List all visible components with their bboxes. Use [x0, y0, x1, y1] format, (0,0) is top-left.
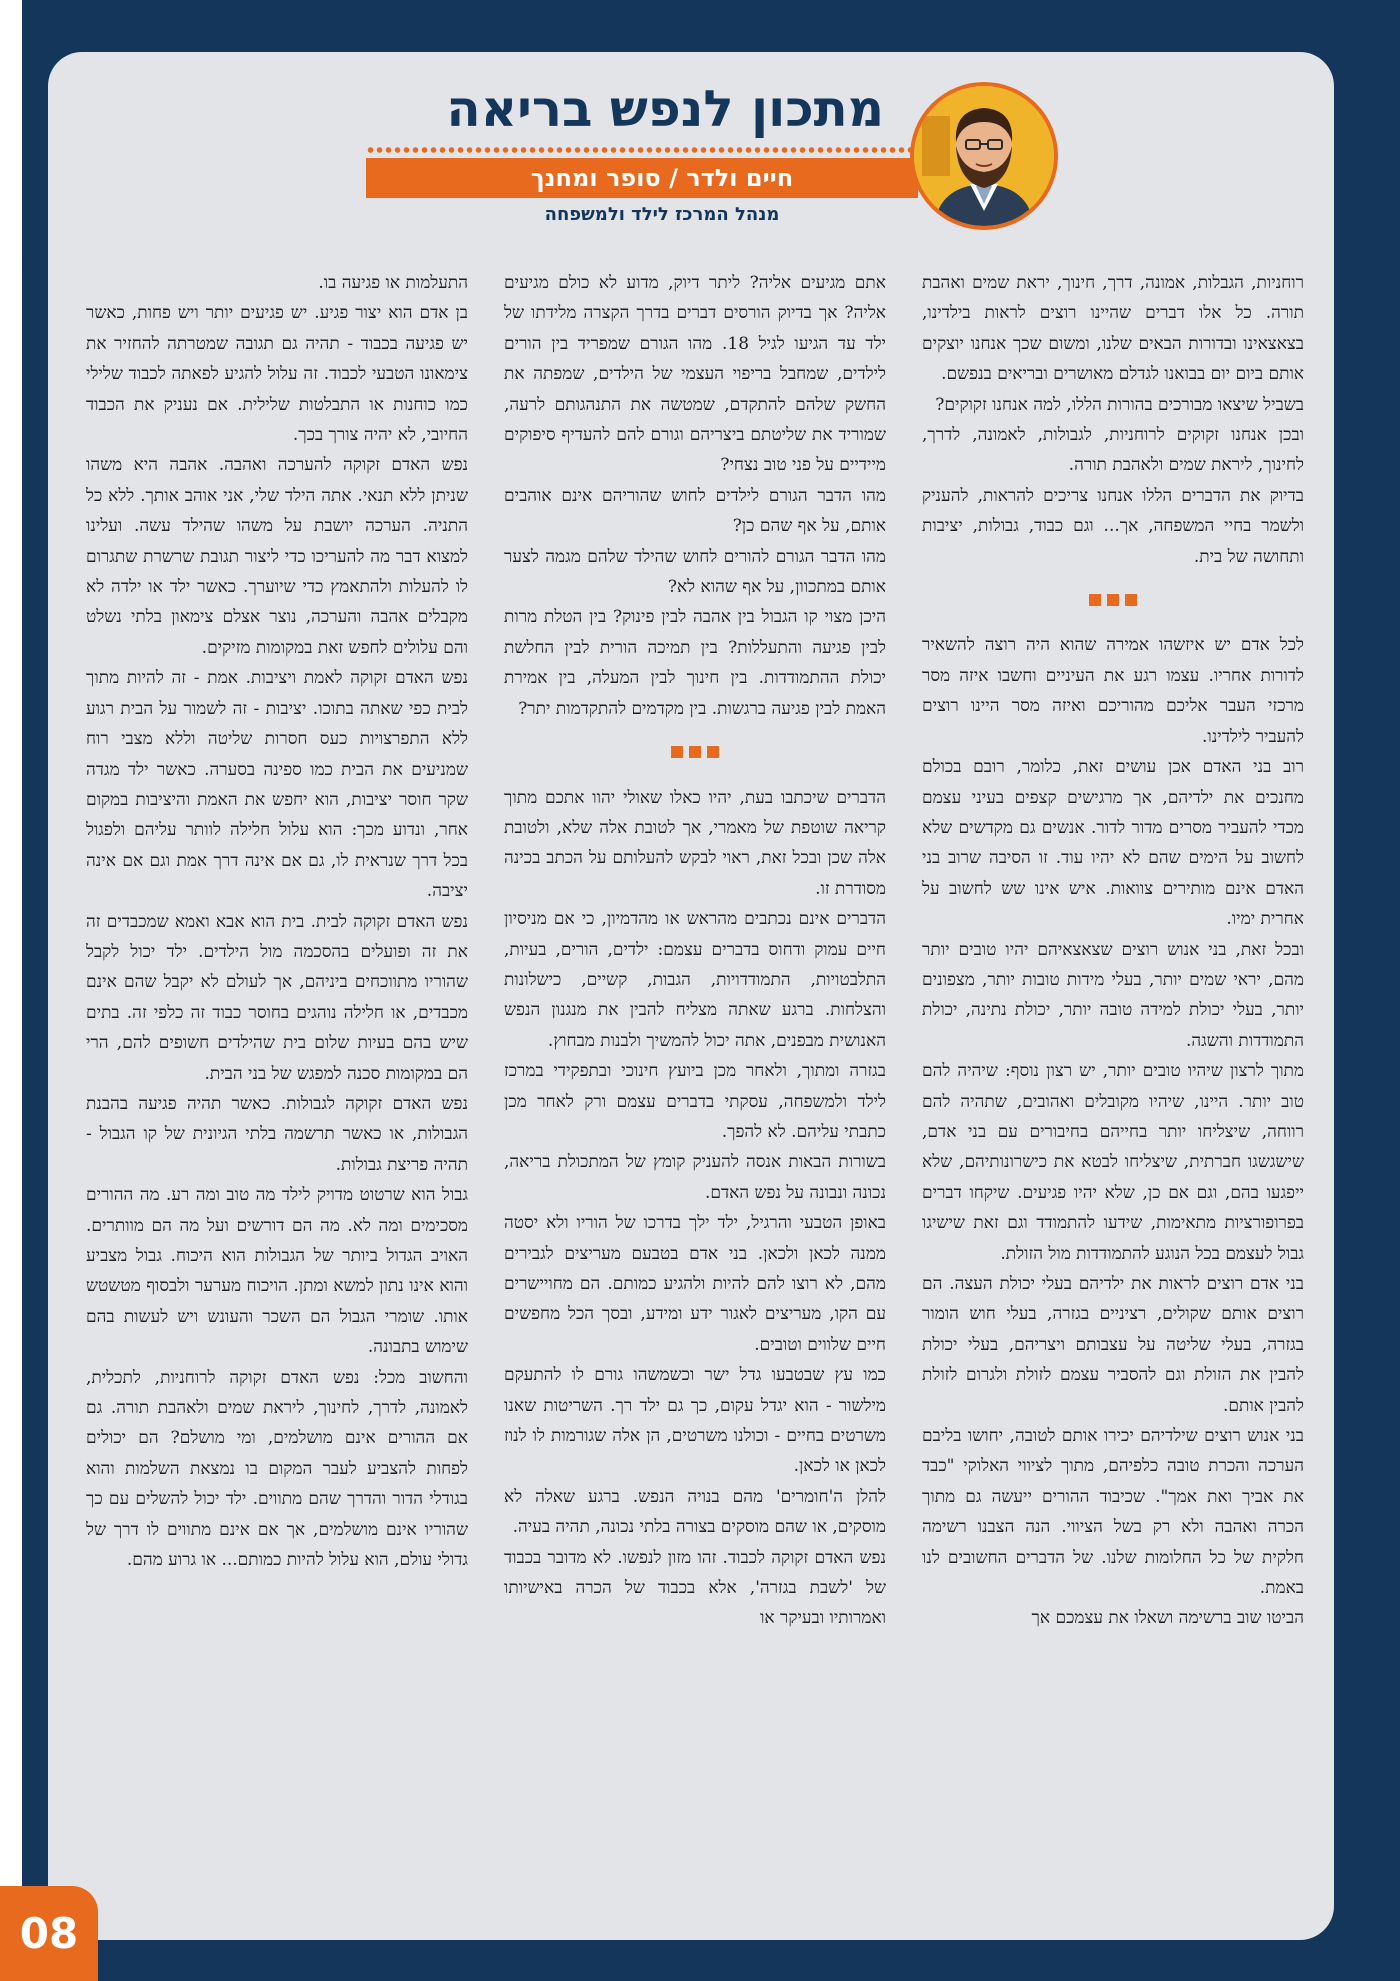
paragraph: בשביל שיצאו מבורכים בהורות הללו, למה אנחנו זקוקים?: [935, 394, 1304, 415]
paragraph: והחשוב מכל: נפש האדם זקוקה לרוחניות, לתכלית, לאמונה, לדרך, לחינוך, ליראת שמים ולאהבת תורה. גם אם ההורים אינם מושלמים, ומי מושלם? הם יכולים לפחות להצביע לעבר המקום בו נמצאת השלמות והוא בגודלי הדור והדרך שהם מתווים. ילד יכול להשלים עם כך שהוריו אינם מושלמים, אך אם אינם מתווים לו דרך של גדולי עולם, הוא עלול להיות כמותם... או גרוע מהם.: [86, 1367, 468, 1571]
paragraph: רוב בני האדם אכן עושים זאת, כלומר, רובם בכולם מחנכים את ילדיהם, אך מרגישים קצפים בעיני עצמם מכדי להעביר מסרים מדור לדור. אנשים גם מקדשים שלא לחשוב על הימים שהם לא יהיו עוד. זו הסיבה שרוב בני האדם אינם מותירים צוואות. איש אינו שש לחשוב על אחרית ימיו.: [922, 757, 1304, 930]
article-body: [86, 268, 1304, 1908]
binding-edge: [0, 0, 22, 1981]
paragraph: ובכן אנחנו זקוקים לרוחניות, לגבולות, לאמונה, לדרך, לחינוך, ליראת שמים ולאהבת תורה.: [922, 425, 1304, 476]
paragraph: כמו עץ שבטבעו גדל ישר וכשמשהו גורם לו להתעקם מילשור - הוא יגדל עקום, כך גם ילד רך. השריטות שאנו משרטים בחיים - וכולנו משרטים, הן אלה שגורמות לו לנוז לכאן או לכאן.: [504, 1365, 886, 1477]
paragraph: באופן הטבעי והרגיל, ילד ילך בדרכו של הוריו ולא יסטה ממנה לכאן ולכאן. בני אדם בטבעם מעריצים לגבירים מהם, לא רוצו להם להיות ולהגיע כמותם. הם מחויישרים עם הקו, מעריצים לאגור ידע ומידע, ובסך הכל מחפשים חיים שלווים וטובים.: [504, 1213, 886, 1355]
paragraph: נפש האדם זקוקה לכבוד. זהו מזון לנפשו. לא מדובר בכבוד של 'לשבת בגזרה', אלא בכבוד של הכרה באישיותו ואמרותיו ובעיקר או: [504, 1547, 886, 1629]
paragraph: הביטו שוב ברשימה ושאלו את עצמכם אך: [1031, 1608, 1304, 1629]
author-portrait-icon: [914, 86, 1054, 226]
paragraph: התעלמות או פגיעה בו.: [318, 273, 468, 293]
paragraph: רוחניות, הגבלות, אמונה, דרך, חינוך, יראת שמים ואהבת תורה. כל אלו דברים שהיינו רוצים לראות בילדינו, בצאצאינו ובדורות הבאים שלנו, ומשום שכך אנחנו יוצקים אותם ביום יום בבואנו לגדלם מאושרים ובריאים בנפשם.: [922, 273, 1304, 385]
column-right: [922, 268, 1304, 1908]
author-byline: חיים ולדר / סופר ומחנך: [366, 158, 918, 198]
paragraph: היכן מצוי קו הגבול בין אהבה לבין פינוק? בין הטלת מרות לבין פגיעה והתעללות? בין תמיכה הורית לבין החלשת יכולת ההתמודדות. בין חינוך לבין המעלה, בין אמירת האמת לבין פגיעה ברגשות. בין מקדמים להתקדמות יתר?: [504, 607, 886, 719]
author-avatar: [910, 82, 1058, 230]
paragraph: בן אדם הוא יצור פגיע. יש פגיעים יותר ויש פחות, כאשר יש פגיעה בכבוד - תהיה גם תגובה שמטרתה להחזיר את צימאונו הטבעי לכבוד. זה עלול להגיע לפאתה לכבוד שלילי כמו כוחנות או התבלטות שלילית. אם נעניק את הכבוד החיובי, לא יהיה צורך בכך.: [86, 303, 468, 446]
paragraph: הדברים אינם נכתבים מהראש או מהדמיון, כי אם מניסיון חיים עמוק ודחוס בדברים עצמם: ילדים, הורים, בעיות, התלבטויות, התמודדויות, הגבות, קשיים, כישלונות והצלחות. ברגע שאתה מצליח להבין את מנגנון הנפש האנושית מבפנים, אתה יכול להמשיך ולבנות מבחוץ.: [504, 909, 886, 1051]
article-header: [48, 52, 1334, 242]
section-divider: [504, 738, 886, 768]
column-paragraphs: [922, 268, 1304, 572]
page-number: 08: [0, 1886, 98, 1981]
paragraph: נפש האדם זקוקה לגבולות. כאשר תהיה פגיעה בהבנת הגבולות, או כאשר תרשמה בלתי הגיונית של קו הגבול - תהיה פריצת גבולות.: [86, 1093, 468, 1175]
author-role: מנהל המרכז לילד ולמשפחה: [544, 204, 780, 225]
article-title: מתכון לנפש בריאה: [446, 80, 884, 138]
paragraph: הדברים שיכתבו בעת, יהיו כאלו שאולי יהוו אתכם מתוך קריאה שוטפת של מאמרי, אך לטובת אלה שלא, ולטובת אלה שכן ובכל זאת, ראוי לבקש להעלותם על הכתב בכינה מסודרת זו.: [504, 787, 886, 899]
paragraph: ובכל זאת, בני אנוש רוצים שצאצאיהם יהיו טובים יותר מהם, יראי שמים יותר, בעלי מידות טובות יותר, מצפונים יותר, בעלי יכולת למידה טובה יותר, יכולת נתינה, יכולת התמודדות והשגה.: [922, 939, 1304, 1051]
paragraph: להלן ה'חומרים' מהם בנויה הנפש. ברגע שאלה לא מוסקים, או שהם מוסקים בצורה בלתי נכונה, תהיה בעיה.: [504, 1486, 886, 1538]
paragraph: נפש האדם זקוקה להערכה ואהבה. אהבה היא משהו שניתן ללא תנאי. אתה הילד שלי, אני אוהב אותך. ללא כל התניה. הערכה יושבת על משהו שהילד עשה. ועלינו למצוא דבר מה להעריכו כדי ליצור תגובת שרשרת שתגרום לו להעלות ולהתאמץ כדי שיוערך. כאשר ילד או ילדה לא מקבלים אהבה והערכה, נוצר אצלם צימאון בלתי נשלט והם עלולים לחפש זאת במקומות מזיקים.: [86, 455, 468, 658]
column-paragraphs: [86, 268, 468, 1575]
paragraph: נפש האדם זקוקה לבית. בית הוא אבא ואמא שמכבדים זה את זה ופועלים בהסכמה מול הילדים. ילד יכול לקבל שהוריו מתווכחים ביניהם, אך לעולם לא יקבל שהם אינם מכבדים, או חלילה נוהגים בחוסר כבוד זה כלפי זה. בתים שיש בהם בעיות שלום בית שהילדים חשופים להם, הרי הם במקומות סכנה למפגש של בני הבית.: [86, 911, 468, 1084]
column-paragraphs-after: [504, 783, 886, 1634]
section-divider: [922, 586, 1304, 616]
paragraph: בני אדם רוצים לראות את ילדיהם בעלי יכולת העצה. הם רוצים אותם שקולים, רציניים בגזרה, בעלי חוש הומור בגזרה, בעלי שליטה על עצבותם ויצריהם, בעלי יכולת להבין את הזולת וגם להסביר עצמם לזולת ולגרום לזולת להבין אותם.: [922, 1274, 1304, 1416]
paragraph: בני אנוש רוצים שילדיהם יכירו אותם לטובה, יחושו בליבם הערכה והכרת טובה כלפיהם, מתוך לציווי האלוקי "כבד את אביך ואת אמך". שכיבוד ההורים ייעשה גם מתוך הכרה ואהבה ולא רק בשל הציווי. הנה הצבנו רשימה חלקית של כל החלומות שלנו. של הדברים החשובים לנו באמת.: [922, 1426, 1304, 1599]
paragraph: בשורות הבאות אנסה להעניק קומץ של המתכולת בריאה, נכונה ונבונה על נפש האדם.: [504, 1152, 886, 1203]
paragraph: מהו הדבר הגורם לילדים לחוש שהוריהם אינם אוהבים אותם, על אף שהם כן?: [504, 485, 886, 537]
paragraph: מתוך לרצון שיהיו טובים יותר, יש רצון נוסף: שיהיה להם טוב יותר. היינו, שיהיו מקובלים ואהובים, שתהיה להם רווחה, שיצליחו יותר בחייהם בחיבורים עם בני אדם, שישגשגו חברתית, שיצליחו לבטא את כישרונותיהם, שלא ייפגעו בהם, וגם אם כן, שלא יהיו פגיעים. שיקחו דברים בפרופורציות מתאימות, שידעו להתמודד וגם זאת שישיגו גבול לעצמם בכל הנוגע להתמודדות מול הזולת.: [922, 1061, 1304, 1264]
paragraph: אתם מגיעים אליה? ליתר דיוק, מדוע לא כולם מגיעים אליה? אך בדיוק הורסים דברים בדרך הקצרה מלידתו של ילד עד הגיעו לגיל 18. מהו הגורם שמפריד בין הורים לילדים, שמחבל בריפוי העצמי של הילדים, שמפתה את החשק שלהם להתקדם, שמטשה את התנהגותם לרעה, שמוריד את שליטתם ביצריהם וגורם להם להעדיף סיפוקים מיידיים על פני טוב נצחי?: [504, 273, 886, 476]
paragraph: מהו הדבר הגורם להורים לחוש שהילד שלהם מגמה לצער אותם במתכוון, על אף שהוא לא?: [504, 546, 886, 598]
paragraph: גבול הוא שרטוט מדויק לילד מה טוב ומה רע. מה ההורים מסכימים ומה לא. מה הם דורשים ועל מה הם מוותרים. האויב הגדול ביותר של הגבולות הוא היכוח. גבול מצביע והוא אינו נתון למשא ומתן. הויכוח מערער ולבסוף מטשטש אותו. שומרי הגבול הם השכר והעונש ויש לעשות בהם שימוש בתבונה.: [86, 1185, 468, 1358]
paragraph: לכל אדם יש איזשהו אמירה שהוא היה רוצה להשאיר לדורות אחריו. עצמו רגע את העיניים וחשבו איזה מסר מרכזי העבר אליכם מהוריכם ואיזה מסר היינו רוצים להעביר לילדינו.: [922, 635, 1304, 747]
column-paragraphs: [504, 268, 886, 724]
frame-corner: [22, 0, 48, 280]
dotted-rule: [366, 146, 918, 154]
paragraph: נפש האדם זקוקה לאמת ויציבות. אמת - זה להיות מתוך לבית כפי שאתה בתוכו. יציבות - זה לשמור על הבית רגוע ללא התפרצויות כעס חסרות שליטה וללא מצבי רוח שמניעים את הבית כמו ספינה בסערה. כאשר ילד מגדה שקר חוסר יציבות, הוא יחפש את האמת והיציבות במקום אחר, ונדוע מכך: הוא עלול חלילה לוותר עליהם ולפגול בכל דרך שנראית לו, גם אם אינה דרך אמת וגם אם אינה יציבה.: [86, 668, 468, 902]
column-middle: [504, 268, 886, 1908]
column-paragraphs-after: [922, 630, 1304, 1633]
paragraph: בדיוק את הדברים הללו אנחנו צריכים להראות, להעניק ולשמר בחיי המשפחה, אך... וגם כבוד, גבולות, יציבות ותחושה של בית.: [922, 485, 1304, 567]
column-left: [86, 268, 468, 1908]
paragraph: בגזרה ומתוך, ולאחר מכן ביועץ חינוכי ובתפקידי במרכז לילד ולמשפחה, עסקתי בדברים עצמם ורק לאחר מכן כתבתי עליהם. לא להפך.: [504, 1061, 886, 1142]
